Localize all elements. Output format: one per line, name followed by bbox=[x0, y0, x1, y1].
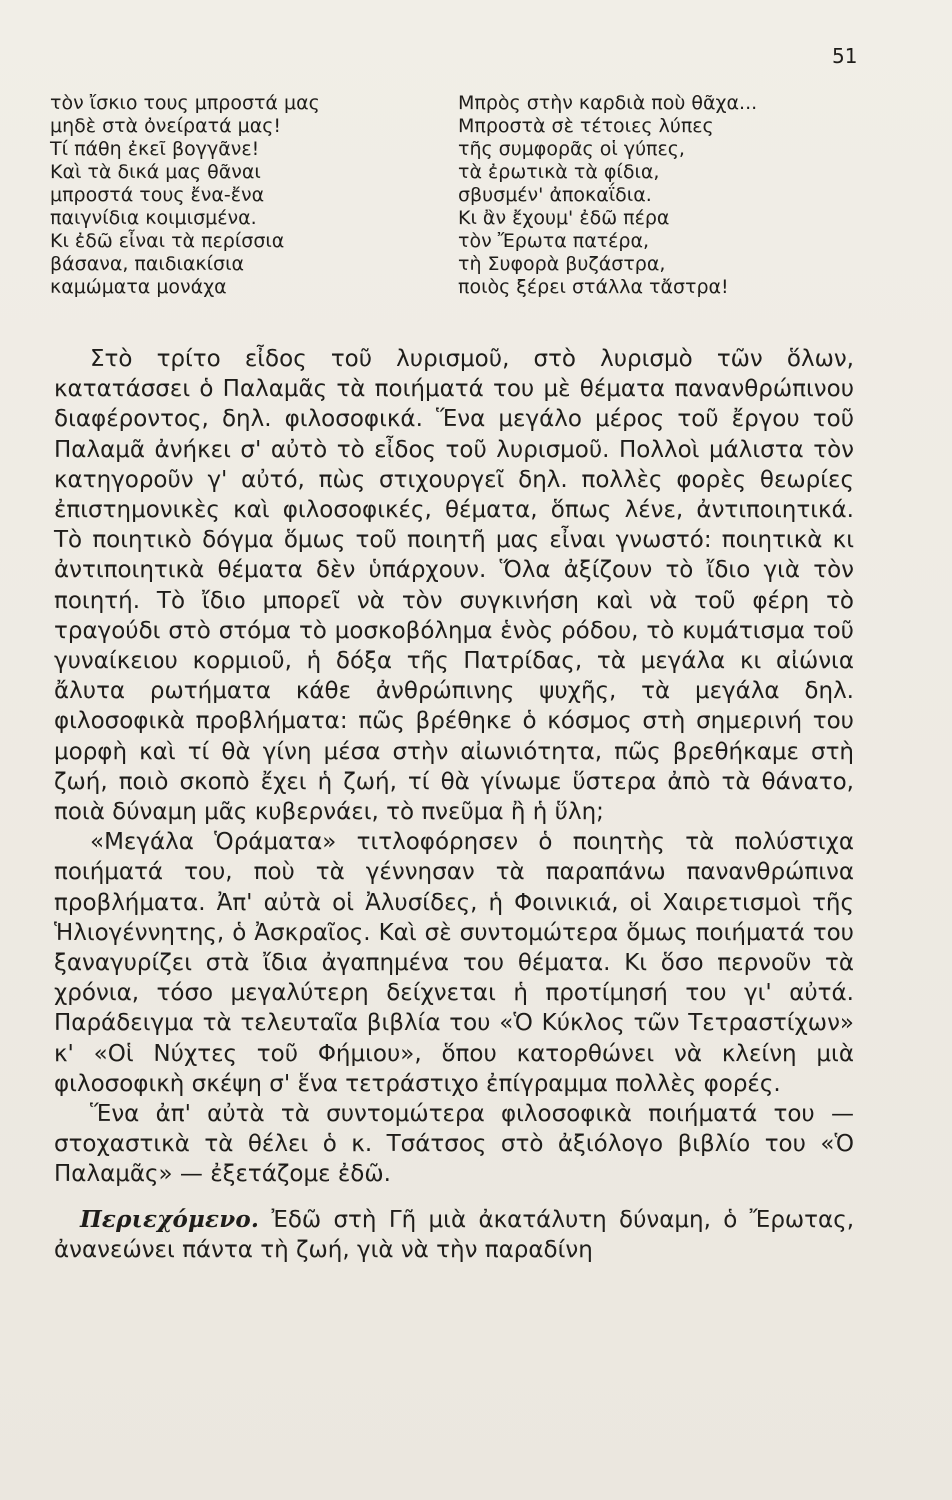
poem-line: Μπρὸς στὴν καρδιὰ ποὺ θᾶχα... bbox=[458, 92, 758, 114]
poem-line: μηδὲ στὰ ὀνείρατά μας! bbox=[50, 115, 282, 137]
section-paragraph bbox=[54, 1205, 854, 1265]
poem-left-column bbox=[50, 92, 440, 299]
poem-line: παιγνίδια κοιμισμένα. bbox=[50, 207, 257, 229]
page-number: 51 bbox=[832, 44, 858, 68]
poem-line: σβυσμέν' ἀποκαΐδια. bbox=[458, 184, 652, 206]
section-text: Ἐδῶ στὴ Γῆ μιὰ ἀκατάλυτη δύναμη, ὁ Ἔρωτας, ἀνανεώνει πάντα τὴ ζωή, γιὰ νὰ τὴν παραδίνη bbox=[54, 1206, 855, 1263]
prose-paragraph: Ἕνα ἀπ' αὐτὰ τὰ συντομώτερα φιλοσοφικὰ ποιήματά του — στοχαστικὰ τὰ θέλει ὁ κ. Τσάτσος στὸ ἀξιόλογο βιβλίο του «Ὁ Παλαμᾶς» — ἐξετάζομε ἐδῶ. bbox=[54, 1101, 854, 1188]
poem-line: τὸν Ἔρωτα πατέρα, bbox=[458, 230, 650, 252]
prose-paragraph: «Μεγάλα Ὁράματα» τιτλοφόρησεν ὁ ποιητὴς τὰ πολύστιχα ποιήματά του, ποὺ τὰ γέννησαν τὰ παραπάνω πανανθρώπινα προβλήματα. Ἀπ' αὐτὰ οἱ Ἀλυσίδες, ἡ Φοινικιά, οἱ Χαιρετισμοὶ τῆς Ἡλιογέννητης, ὁ Ἀσκραῖος. Καὶ σὲ συντομώτερα ὅμως ποιήματά του ξαναγυρίζει στὰ ἴδια ἀγαπημένα του θέματα. Κι ὅσο περνοῦν τὰ χρόνια, τόσο μεγαλύτερη δείχνεται ἡ προτίμησή του γι' αὐτά. Παράδειγμα τὰ τελευταῖα βιβλία του «Ὁ Κύκλος τῶν Τετραστίχων» κ' «Οἱ Νύχτες τοῦ Φήμιου», ὅπου κατορθώνει νὰ κλείνη μιὰ φιλοσοφικὴ σκέψη σ' ἕνα τετράστιχο ἐπίγραμμα πολλὲς φορές. bbox=[54, 829, 854, 1097]
poem-line: Κι ἂν ἔχουμ' ἐδῶ πέρα bbox=[458, 207, 670, 229]
poem-right-column bbox=[458, 92, 848, 299]
poem-line: Κι ἐδῶ εἶναι τὰ περίσσια bbox=[50, 230, 285, 252]
poem-line: τὸν ἴσκιο τους μπροστά μας bbox=[50, 92, 320, 114]
poem-line: μπροστά τους ἔνα-ἔνα bbox=[50, 184, 265, 206]
main-prose bbox=[54, 344, 854, 1265]
poem-line: τὴ Συφορὰ βυζάστρα, bbox=[458, 253, 666, 275]
poem-line: ποιὸς ξέρει στάλλα τἄστρα! bbox=[458, 276, 729, 298]
poem-line: τῆς συμφορᾶς οἱ γύπες, bbox=[458, 138, 685, 160]
poem-line: Μπροστὰ σὲ τέτοιες λύπες bbox=[458, 115, 714, 137]
poem-line: Τί πάθη ἐκεῖ βογγᾶνε! bbox=[50, 138, 260, 160]
prose-paragraph: Στὸ τρίτο εἶδος τοῦ λυρισμοῦ, στὸ λυρισμὸ τῶν ὅλων, κατατάσσει ὁ Παλαμᾶς τὰ ποιήματά του μὲ θέματα πανανθρώπινου διαφέροντος, δηλ. φιλοσοφικά. Ἕνα μεγάλο μέρος τοῦ ἔργου τοῦ Παλαμᾶ ἀνήκει σ' αὐτὸ τὸ εἶδος τοῦ λυρισμοῦ. Πολλοὶ μάλιστα τὸν κατηγοροῦν γ' αὐτό, πὼς στιχουργεῖ δηλ. πολλὲς φορὲς θεωρίες ἐπιστημονικὲς καὶ φιλοσοφικές, θέματα, ὅπως λένε, ἀντιποιητικά. Τὸ ποιητικὸ δόγμα ὅμως τοῦ ποιητῆ μας εἶναι γνωστό: ποιητικὰ κι ἀντιποιητικὰ θέματα δὲν ὑπάρχουν. Ὅλα ἀξίζουν τὸ ἴδιο γιὰ τὸν ποιητή. Τὸ ἴδιο μπορεῖ νὰ τὸν συγκινήση καὶ νὰ τοῦ φέρη τὸ τραγούδι στὸ στόμα τὸ μοσκοβόλημα ἑνὸς ρόδου, τὸ κυμάτισμα τοῦ γυναίκειου κορμιοῦ, ἡ δόξα τῆς Πατρίδας, τὰ μεγάλα κι αἰώνια ἄλυτα ρωτήματα κάθε ἀνθρώπινης ψυχῆς, τὰ μεγάλα δηλ. φιλοσοφικὰ προβλήματα: πῶς βρέθηκε ὁ κόσμος στὴ σημερινή του μορφὴ καὶ τί θὰ γίνη μέσα στὴν αἰωνιότητα, πῶς βρεθήκαμε στὴ ζωή, ποιὸ σκοπὸ ἔχει ἡ ζωή, τί θὰ γίνωμε ὕστερα ἀπὸ τὰ θάνατο, ποιὰ δύναμη μᾶς κυβερνάει, τὸ πνεῦμα ἢ ἡ ὕλη; bbox=[54, 346, 854, 826]
poem-line: τὰ ἐρωτικὰ τὰ φίδια, bbox=[458, 161, 660, 183]
poem-line: Καὶ τὰ δικά μας θᾶναι bbox=[50, 161, 261, 183]
section-label: Περιεχόμενο. bbox=[80, 1205, 260, 1233]
poem-line: βάσανα, παιδιακίσια bbox=[50, 253, 245, 275]
poem-line: καμώματα μονάχα bbox=[50, 276, 227, 298]
